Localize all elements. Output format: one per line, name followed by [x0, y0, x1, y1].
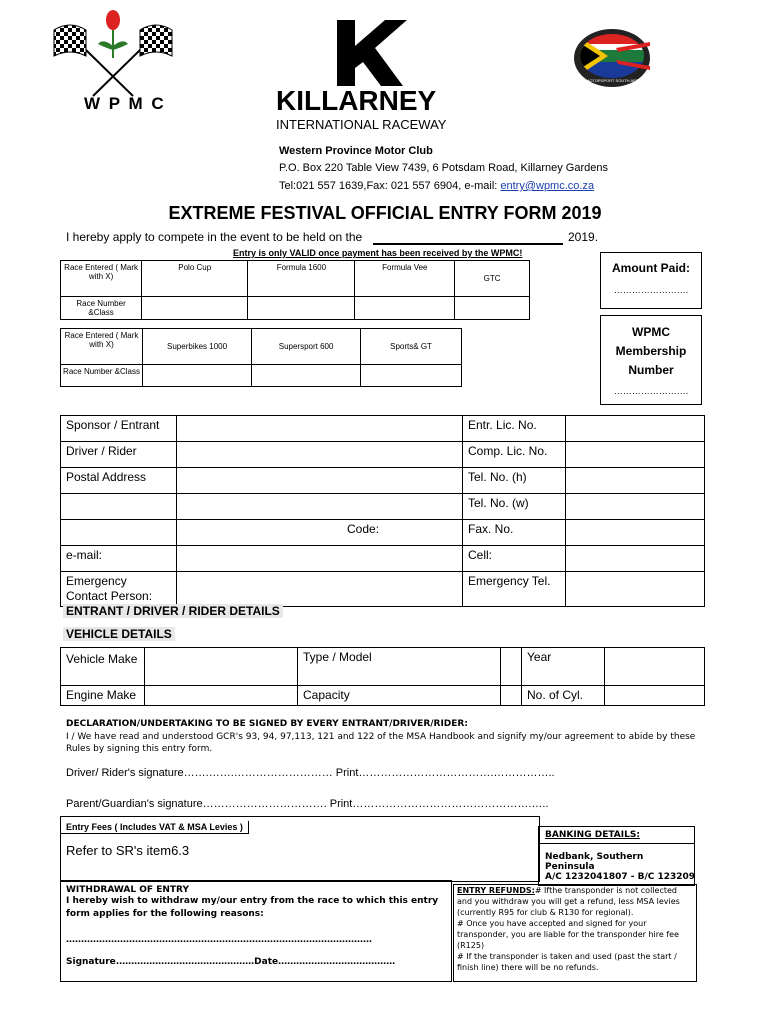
- entrant-details-table: [60, 415, 705, 607]
- refunds-text-3: # If the transponder is taken and used (past the start / finish line) there will be no refunds.: [457, 952, 677, 972]
- entry-valid-note: Entry is only VALID once payment has been received by the WPMC!: [233, 248, 523, 258]
- class-cell[interactable]: Superbikes 1000: [143, 329, 252, 365]
- apply-text: I hereby apply to compete in the event to be held on the: [66, 230, 363, 244]
- amount-paid-box[interactable]: [600, 252, 702, 309]
- entr-lic-label: Entr. Lic. No.: [463, 416, 566, 442]
- postal-field[interactable]: [177, 468, 463, 494]
- cell-field[interactable]: [566, 546, 705, 572]
- entr-lic-field[interactable]: [566, 416, 705, 442]
- type-model-label: Type / Model: [298, 648, 501, 686]
- apply-year: 2019.: [568, 230, 599, 244]
- class-cell[interactable]: Polo Cup: [142, 261, 248, 297]
- email-link[interactable]: entry@wpmc.co.za: [500, 180, 595, 192]
- race-number-label: Race Number &Class: [61, 365, 143, 387]
- amount-paid-label: Amount Paid:: [612, 261, 690, 275]
- comp-lic-label: Comp. Lic. No.: [463, 442, 566, 468]
- class-cell[interactable]: Supersport 600: [252, 329, 361, 365]
- race-number-cell[interactable]: [252, 365, 361, 387]
- capacity-label: Capacity: [298, 686, 501, 706]
- engine-make-field[interactable]: [145, 686, 298, 706]
- postal-field-3[interactable]: [177, 494, 463, 520]
- parent-signature-line[interactable]: Parent/Guardian's signature……………………………. Print………………………………………….…..: [66, 798, 549, 810]
- membership-dots: …………………….: [613, 386, 689, 396]
- vehicle-make-field[interactable]: [145, 648, 298, 686]
- driver-label: Driver / Rider: [61, 442, 177, 468]
- wpmc-logo-text: W P M C: [84, 94, 166, 113]
- class-table-1: [60, 260, 530, 320]
- event-date-line[interactable]: [373, 243, 563, 245]
- class-cell[interactable]: GTC: [455, 261, 530, 297]
- bank-account: A/C 1232041807 - B/C 123209: [545, 872, 696, 882]
- year-field[interactable]: [605, 648, 705, 686]
- wpmc-logo: [48, 8, 178, 123]
- race-number-cell[interactable]: [248, 297, 355, 320]
- withdrawal-heading: WITHDRAWAL OF ENTRY: [66, 885, 189, 895]
- emergency-contact-field[interactable]: [177, 572, 463, 607]
- fax-label: Fax. No.: [463, 520, 566, 546]
- refunds-heading: ENTRY REFUNDS:: [457, 886, 535, 895]
- comp-lic-field[interactable]: [566, 442, 705, 468]
- banking-label: BANKING DETAILS:: [539, 827, 694, 844]
- race-number-cell[interactable]: [142, 297, 248, 320]
- withdrawal-reason-line[interactable]: …………………………………………………………………………………………: [66, 935, 372, 945]
- withdrawal-box: [60, 880, 452, 982]
- vehicle-details-heading: VEHICLE DETAILS: [63, 627, 175, 641]
- cyl-field[interactable]: [605, 686, 705, 706]
- msa-logo: [572, 28, 652, 90]
- vehicle-make-label: Vehicle Make: [61, 648, 145, 686]
- emergency-contact-label: Emergency Contact Person:: [61, 572, 177, 607]
- brand-name: KILLARNEY: [276, 85, 437, 116]
- entry-fees-box: [60, 816, 540, 882]
- club-address: P.O. Box 220 Table View 7439, 6 Potsdam Road, Killarney Gardens: [279, 162, 608, 174]
- cyl-label: No. of Cyl.: [522, 686, 605, 706]
- race-number-cell[interactable]: [361, 365, 462, 387]
- killarney-k-icon: [335, 18, 410, 88]
- entry-fees-label: Entry Fees ( Includes VAT & MSA Levies ): [61, 821, 249, 834]
- form-title: EXTREME FESTIVAL OFFICIAL ENTRY FORM 2019: [168, 203, 602, 223]
- email-label: e-mail:: [61, 546, 177, 572]
- race-number-cell[interactable]: [355, 297, 455, 320]
- email-field[interactable]: [177, 546, 463, 572]
- killarney-logo: [270, 18, 480, 133]
- engine-make-label: Engine Make: [61, 686, 145, 706]
- refunds-box: [453, 884, 697, 982]
- emergency-tel-label: Emergency Tel.: [463, 572, 566, 607]
- withdrawal-signature-line[interactable]: Signature.………………………………………Date…………………………………: [66, 957, 396, 967]
- withdrawal-text: I hereby wish to withdraw my/our entry from the race to which this entry form applies for the following reasons:: [66, 896, 439, 919]
- msa-logo-text: MOTORSPORT SOUTH AFRICA: [586, 78, 646, 83]
- emergency-tel-field[interactable]: [566, 572, 705, 607]
- entry-fees-refer: Refer to SR's item6.3: [66, 843, 190, 858]
- class-cell[interactable]: Sports& GT: [361, 329, 462, 365]
- vehicle-table: [60, 647, 705, 706]
- fax-field[interactable]: [566, 520, 705, 546]
- class-table-2: [60, 328, 462, 387]
- contact-text: Tel:021 557 1639,Fax: 021 557 6904, e-mail:: [279, 180, 501, 192]
- year-label: Year: [522, 648, 605, 686]
- class-cell[interactable]: Formula 1600: [248, 261, 355, 297]
- postal-label: Postal Address: [61, 468, 177, 494]
- code-label: Code:: [177, 520, 463, 546]
- membership-box[interactable]: [600, 315, 702, 405]
- refunds-text-1: # Ifthe transponder is not collected and you withdraw you will get a refund, less MSA levies (currently R95 for club & R130 for regional).: [457, 886, 680, 917]
- class-cell[interactable]: Formula Vee: [355, 261, 455, 297]
- tel-h-label: Tel. No. (h): [463, 468, 566, 494]
- tel-w-field[interactable]: [566, 494, 705, 520]
- sponsor-field[interactable]: [177, 416, 463, 442]
- declaration-text: I / We have read and understood GCR's 93, 94, 97,113, 121 and 122 of the MSA Handbook and signify my/our agreement to abide by these Rules by signing this entry form.: [66, 732, 696, 754]
- race-entered-label: Race Entered ( Mark with X): [61, 329, 143, 365]
- race-number-cell[interactable]: [143, 365, 252, 387]
- bank-name: Nedbank, Southern Peninsula: [545, 852, 644, 872]
- declaration-heading: DECLARATION/UNDERTAKING TO BE SIGNED BY EVERY ENTRANT/DRIVER/RIDER:: [66, 719, 468, 729]
- capacity-field[interactable]: [501, 686, 522, 706]
- race-number-label: Race Number &Class: [61, 297, 142, 320]
- race-number-cell[interactable]: [455, 297, 530, 320]
- driver-field[interactable]: [177, 442, 463, 468]
- brand-subtitle: INTERNATIONAL RACEWAY: [276, 117, 447, 132]
- sponsor-label: Sponsor / Entrant: [61, 416, 177, 442]
- entrant-details-heading: ENTRANT / DRIVER / RIDER DETAILS: [63, 604, 283, 618]
- club-name: Western Province Motor Club: [279, 145, 433, 157]
- tel-w-label: Tel. No. (w): [463, 494, 566, 520]
- type-model-field[interactable]: [501, 648, 522, 686]
- tel-h-field[interactable]: [566, 468, 705, 494]
- driver-signature-line[interactable]: Driver/ Rider's signature…….…….……………………… Print……………………………….……………..: [66, 767, 555, 779]
- postal-field-4[interactable]: [61, 520, 177, 546]
- postal-field-2[interactable]: [61, 494, 177, 520]
- race-entered-label: Race Entered ( Mark with X): [61, 261, 142, 297]
- refunds-text-2: # Once you have accepted and signed for your transponder, you are liable for the transponder hire fee (R125): [457, 919, 680, 950]
- membership-label: WPMC Membership Number: [615, 325, 687, 377]
- cell-label: Cell:: [463, 546, 566, 572]
- amount-paid-dots: …………………….: [613, 285, 689, 295]
- club-contact: [279, 180, 594, 192]
